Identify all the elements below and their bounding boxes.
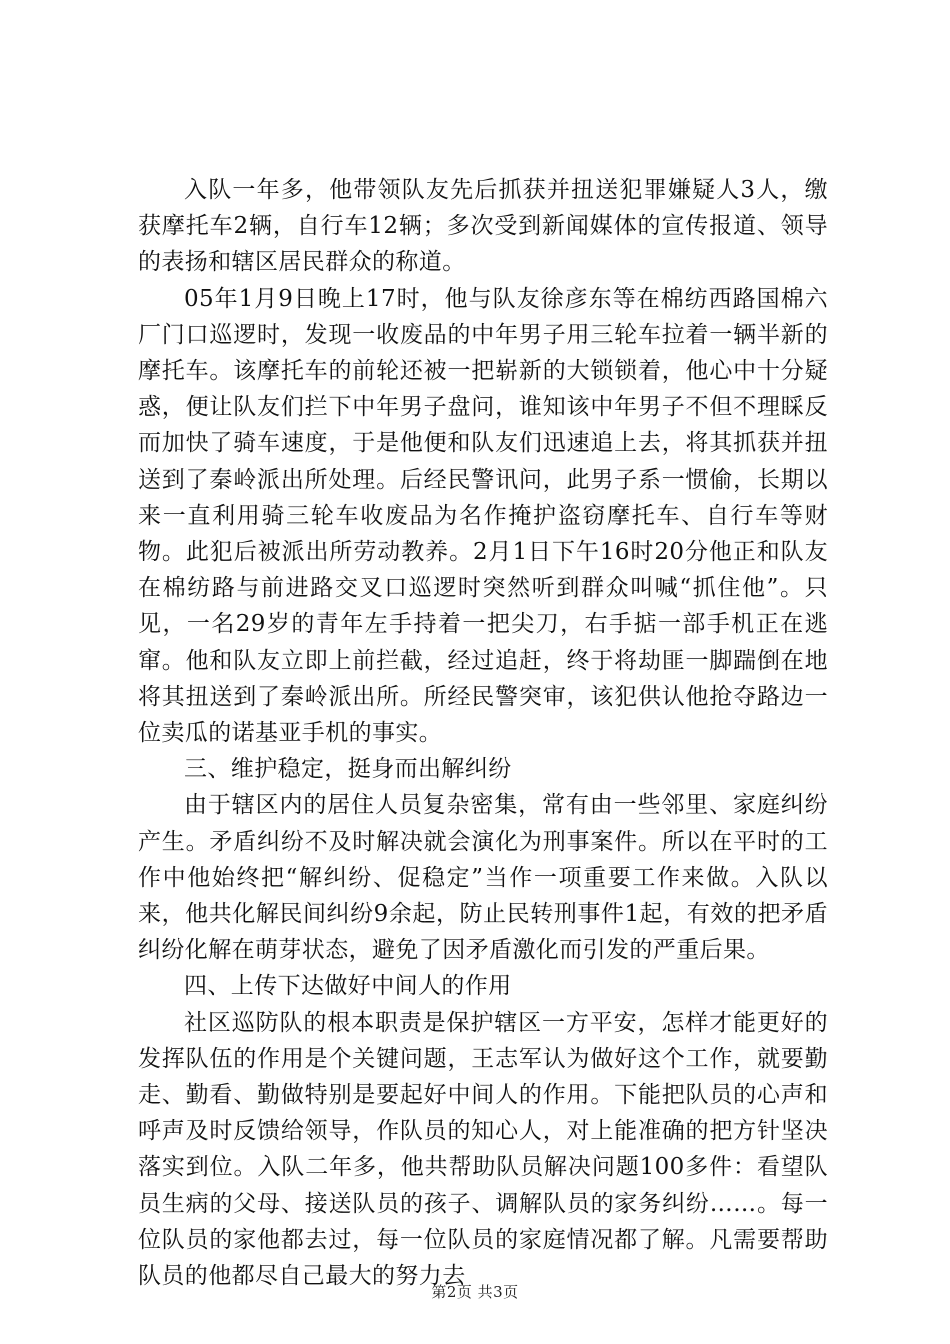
paragraph-arrests-summary: 入队一年多，他带领队友先后抓获并扭送犯罪嫌疑人3人，缴获摩托车2辆，自行车12辆；多次受到新闻媒体的宣传报道、领导的表扬和辖区居民群众的称道。: [138, 177, 828, 276]
section-heading-3: 三、维护稳定，挺身而出解纠纷: [184, 756, 512, 783]
paragraph-incident-accounts: 05年1月9日晚上17时，他与队友徐彦东等在棉纺西路国棉六厂门口巡逻时，发现一收废品的中年男子用三轮车拉着一辆半新的摩托车。该摩托车的前轮还被一把崭新的大锁锁着，他心中十分疑惑，便让队友们拦下中年男子盘问，谁知该中年男子不但不理睬反而加快了骑车速度，于是他便和队友们迅速追上去，将其抓获并扭送到了秦岭派出所处理。后经民警讯问，此男子系一惯偷，长期以来一直利用骑三轮车收废品为名作掩护盗窃摩托车、自行车等财物。此犯后被派出所劳动教养。2月1日下午16时20分他正和队友在棉纺路与前进路交叉口巡逻时突然听到群众叫喊“抓住他”。只见，一名29岁的青年左手持着一把尖刀，右手掂一部手机正在逃窜。他和队友立即上前拦截，经过追赶，终于将劫匪一脚踹倒在地将其扭送到了秦岭派出所。所经民警突审，该犯供认他抢夺路边一位卖瓜的诺基亚手机的事实。: [138, 285, 828, 747]
section-heading-4: 四、上传下达做好中间人的作用: [184, 973, 512, 1000]
paragraph-dispute-resolution: 由于辖区内的居住人员复杂密集，常有由一些邻里、家庭纠纷产生。矛盾纠纷不及时解决就会演化为刑事案件。所以在平时的工作中他始终把“解纠纷、促稳定”当作一项重要工作来做。入队以来，他共化解民间纠纷9余起，防止民转刑事件1起，有效的把矛盾纠纷化解在萌芽状态，避免了因矛盾激化而引发的严重后果。: [138, 792, 828, 964]
document-body: [138, 172, 828, 1294]
paragraph-intermediary-role: 社区巡防队的根本职责是保护辖区一方平安，怎样才能更好的发挥队伍的作用是个关键问题，王志军认为做好这个工作，就要勤走、勤看、勤做特别是要起好中间人的作用。下能把队员的心声和呼声及时反馈给领导，作队员的知心人，对上能准确的把方针坚决落实到位。入队二年多，他共帮助队员解决问题100多件：看望队员生病的父母、接送队员的孩子、调解队员的家务纠纷……。每一位队员的家他都去过，每一位队员的家庭情况都了解。凡需要帮助队员的他都尽自己最大的努力去: [138, 1009, 828, 1290]
page-footer: 第2页 共3页: [431, 1283, 519, 1301]
